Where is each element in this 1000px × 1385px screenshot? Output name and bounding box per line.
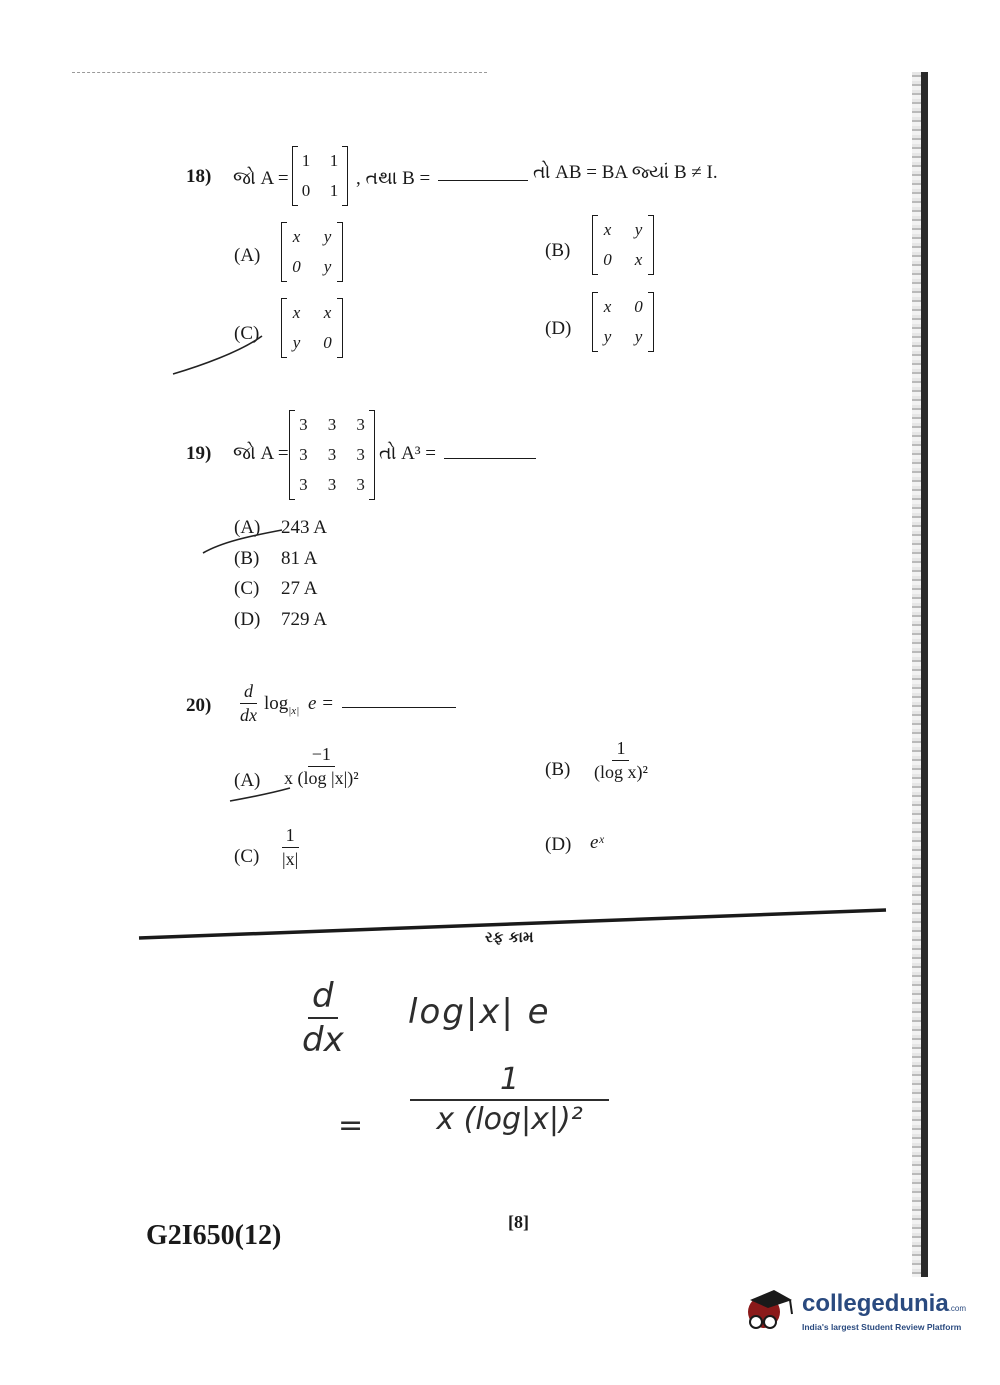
matrix-cell: x bbox=[603, 220, 612, 239]
q19-option-d-text: 729 A bbox=[281, 609, 327, 630]
page-number: [8] bbox=[508, 1212, 529, 1232]
q19-option-c-text: 27 A bbox=[281, 578, 318, 599]
q20-option-d-text: eˣ bbox=[590, 832, 604, 853]
matrix-cell: 3 bbox=[327, 415, 337, 434]
q18-answer-tick bbox=[173, 336, 262, 374]
q20-answer-tick bbox=[230, 788, 290, 801]
q19-option-a-label: (A) bbox=[234, 517, 261, 538]
paper-code: G2I650(12) bbox=[146, 1220, 282, 1251]
matrix-cell: y bbox=[603, 327, 612, 346]
matrix-cell: y bbox=[292, 333, 301, 352]
q18-mid: , તથા B = bbox=[356, 168, 431, 189]
log-text: log bbox=[264, 693, 289, 714]
q18-option-a-label: (A) bbox=[234, 245, 261, 266]
matrix-cell: x bbox=[323, 303, 332, 322]
q20-option-b-label: (B) bbox=[545, 759, 571, 780]
matrix-cell: 1 bbox=[329, 151, 339, 170]
expression-tail: e = bbox=[307, 693, 334, 714]
matrix-cell: 3 bbox=[356, 475, 365, 494]
matrix-cell: 3 bbox=[356, 445, 365, 464]
brand-tagline: India's largest Student Review Platform bbox=[802, 1322, 962, 1332]
brand-name-text: collegedunia bbox=[802, 1290, 949, 1317]
q19-answer-tick bbox=[203, 530, 282, 553]
q18-option-d-label: (D) bbox=[545, 318, 572, 339]
derivative-numerator: d bbox=[240, 681, 257, 704]
q19-option-b-label: (B) bbox=[234, 548, 260, 569]
q19-option-d-label: (D) bbox=[234, 609, 261, 630]
fraction-denominator: x (log |x|)² bbox=[284, 768, 359, 788]
mascot-icon bbox=[742, 1286, 798, 1342]
matrix-cell: 3 bbox=[299, 475, 308, 494]
matrix-cell: 1 bbox=[329, 181, 339, 200]
handwritten-expression: log|x| e bbox=[408, 992, 551, 1032]
handwritten-denominator: dx bbox=[302, 1020, 344, 1060]
matrix-cell: 3 bbox=[327, 445, 337, 464]
q19-prefix: જો A = bbox=[233, 443, 289, 464]
matrix-cell: 3 bbox=[299, 445, 308, 464]
matrix-cell: y bbox=[634, 327, 643, 346]
brand-name bbox=[802, 1290, 966, 1318]
q18-prefix: જો A = bbox=[233, 168, 289, 189]
q20-number: 20) bbox=[186, 695, 212, 716]
matrix-cell: 0 bbox=[301, 181, 311, 200]
log-subscript: |x| bbox=[288, 704, 300, 717]
matrix-cell: y bbox=[323, 257, 332, 276]
q19-option-a-text: 243 A bbox=[281, 517, 327, 538]
brand-suffix: .com bbox=[948, 1304, 967, 1313]
matrix-cell: 3 bbox=[356, 415, 365, 434]
q18-option-c-label: (C) bbox=[234, 323, 260, 344]
matrix-cell: y bbox=[323, 227, 332, 246]
fraction-numerator: 1 bbox=[612, 738, 629, 761]
matrix-cell: x bbox=[292, 227, 301, 246]
q19-suffix: તો A³ = bbox=[379, 443, 436, 464]
matrix-cell: 1 bbox=[301, 151, 311, 170]
matrix-cell: x bbox=[634, 250, 643, 269]
q19-number: 19) bbox=[186, 443, 212, 464]
matrix-cell: x bbox=[603, 297, 612, 316]
rough-work-label: રફ કામ bbox=[485, 928, 534, 946]
handwritten-derivative bbox=[298, 976, 348, 1060]
matrix-cell: y bbox=[634, 220, 643, 239]
fraction-denominator: (log x)² bbox=[594, 762, 648, 782]
matrix-cell: 3 bbox=[299, 415, 308, 434]
matrix-cell: 0 bbox=[603, 250, 612, 269]
matrix-cell: 0 bbox=[634, 297, 643, 316]
handwritten-numerator: d bbox=[308, 976, 338, 1019]
matrix-cell: 3 bbox=[327, 475, 337, 494]
handwritten-result-denominator: x (log|x|)² bbox=[436, 1102, 583, 1137]
matrix-cell: x bbox=[292, 303, 301, 322]
q20-option-c-label: (C) bbox=[234, 846, 260, 867]
q19-option-c-label: (C) bbox=[234, 578, 260, 599]
fraction-numerator: −1 bbox=[308, 744, 335, 767]
matrix-cell: 0 bbox=[323, 333, 332, 352]
fraction-denominator: |x| bbox=[282, 849, 299, 869]
derivative-denominator: dx bbox=[240, 705, 257, 725]
q20-option-d-label: (D) bbox=[545, 834, 572, 855]
q18-number: 18) bbox=[186, 166, 212, 187]
handwritten-result-numerator: 1 bbox=[410, 1062, 609, 1101]
q20-option-a-label: (A) bbox=[234, 770, 261, 791]
brand-logo[interactable] bbox=[742, 1282, 982, 1348]
fraction-numerator: 1 bbox=[282, 825, 299, 848]
q19-option-b-text: 81 A bbox=[281, 548, 318, 569]
matrix-cell: 0 bbox=[292, 257, 301, 276]
handwritten-result bbox=[410, 1062, 609, 1137]
q18-option-b-label: (B) bbox=[545, 240, 571, 261]
handwritten-equals: = bbox=[338, 1108, 364, 1143]
q18-suffix: તો AB = BA જ્યાં B ≠ I. bbox=[533, 162, 718, 183]
